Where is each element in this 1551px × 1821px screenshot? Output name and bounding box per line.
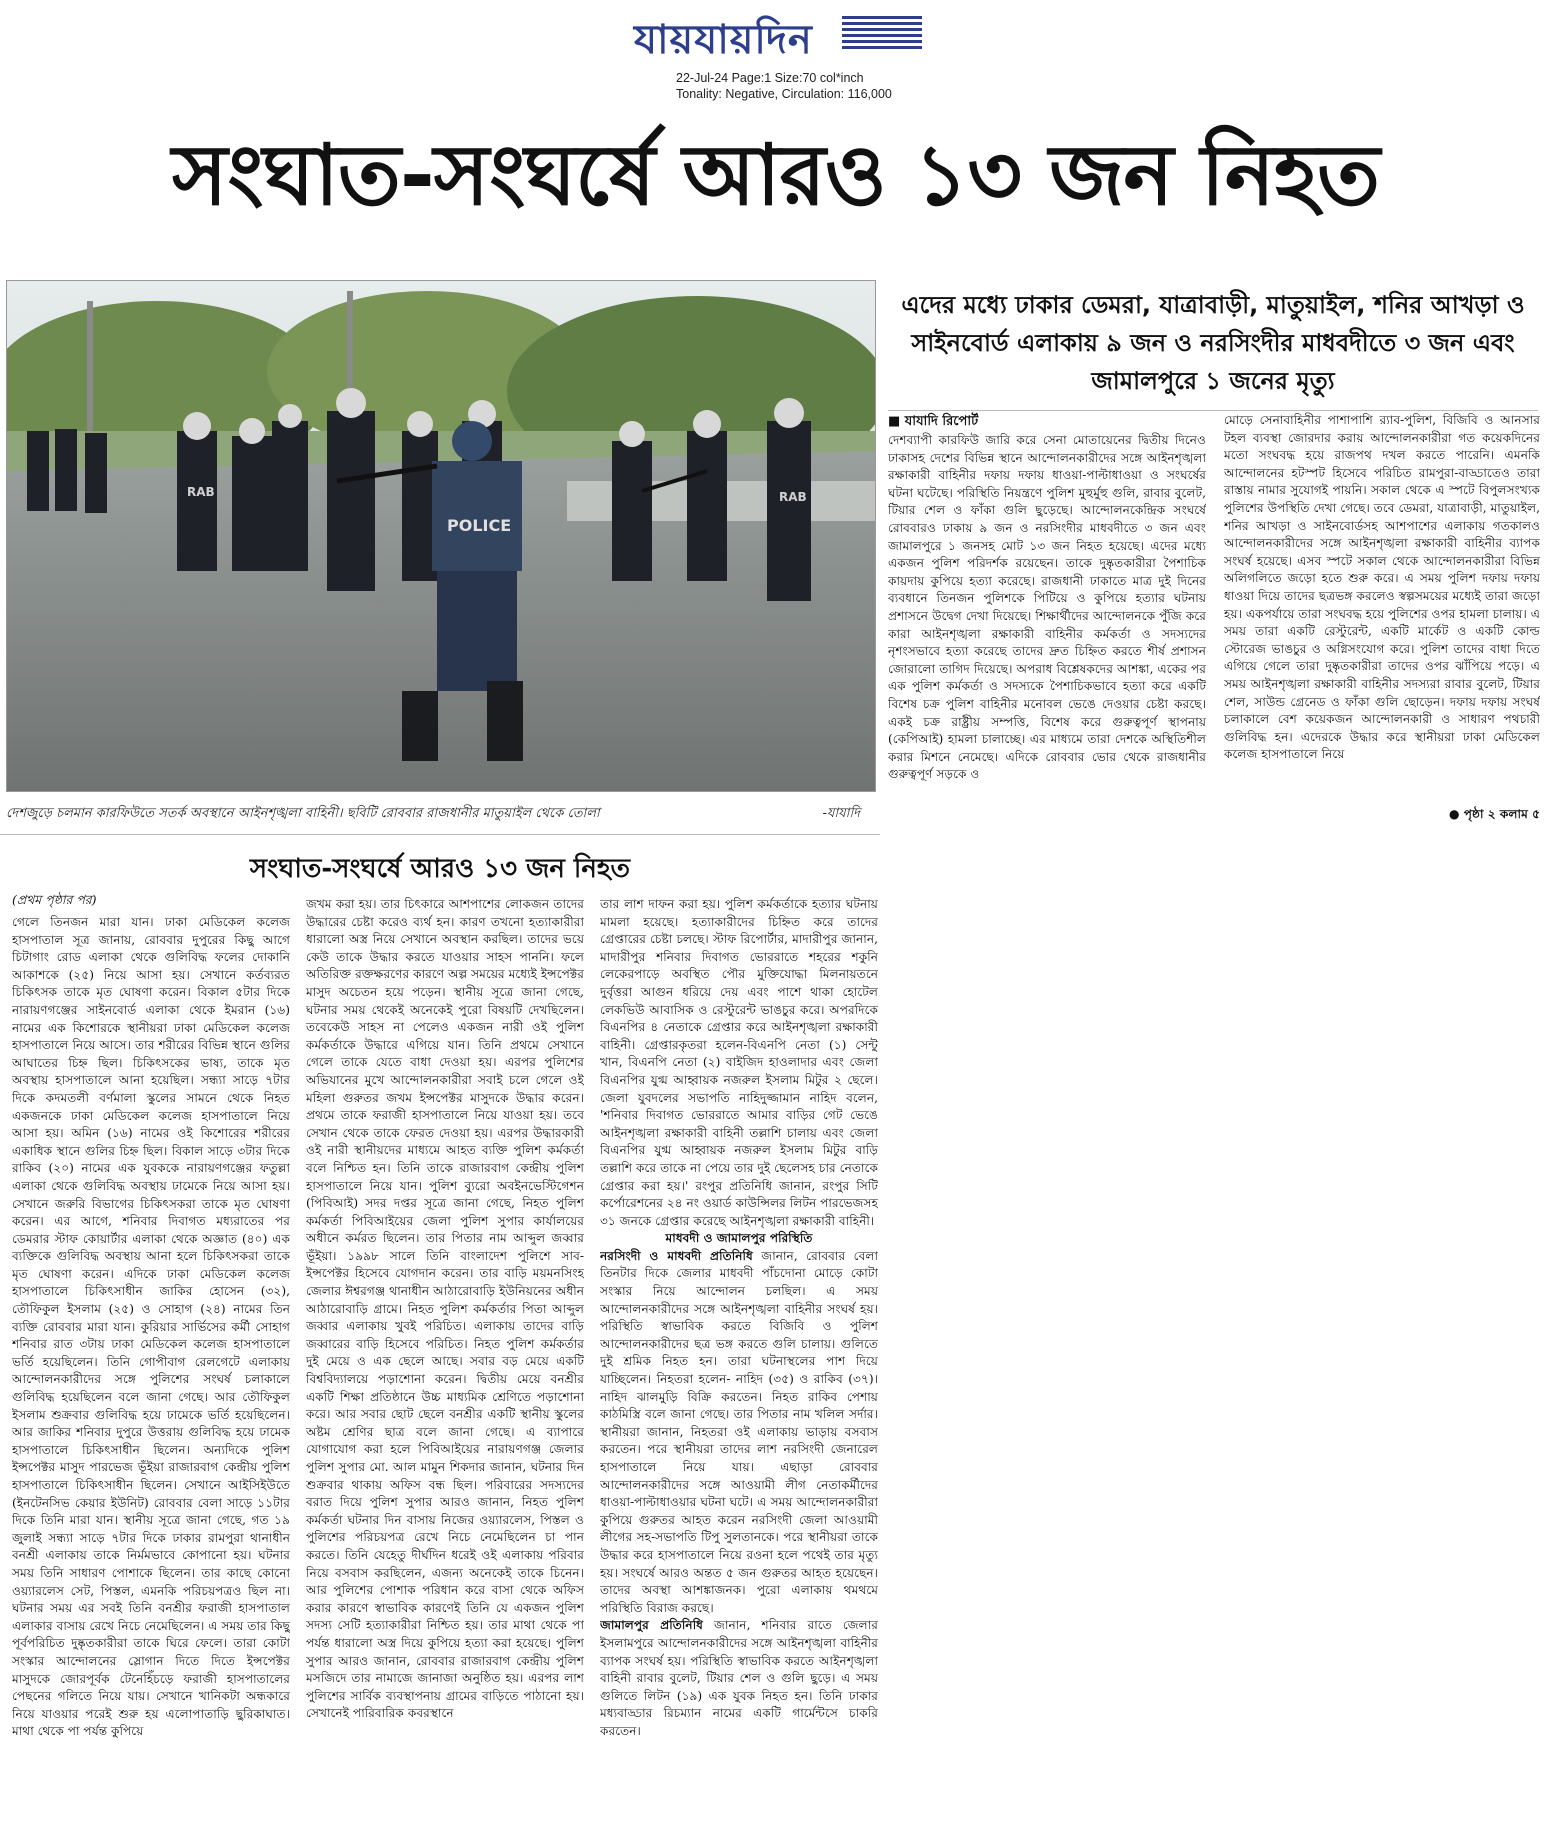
police-vest-text: POLICE [447,516,512,535]
jamalpur-text: জানান, শনিবার রাতে জেলার ইসলামপুরে আন্দোলনকারীদের সঙ্গে আইনশৃঙ্খলা বাহিনীর ব্যাপক সংঘর্ষ হয়। পরিস্থিতি স্বাভাবিক করতে আইনশৃঙ্খলা বাহিনী রাবার বুলেট, টিয়ার শেল ও গুলি ছুড়ে। এ সময় গুলিতে লিটন (১৯) এক যুবক নিহত হন। তিনি ঢাকার মধ্যবাড্ডার রিচম্যান নামের একটি গার্মেন্টসে চাকরি করতেন। [600,1618,878,1738]
meta-line-1: 22-Jul-24 Page:1 Size:70 col*inch [676,71,864,85]
logo-stripes [842,16,922,52]
news-photo [6,280,876,792]
inner-column-3-para-c [600,1617,878,1740]
front-column-1 [888,432,1206,824]
inner-column-2 [306,896,584,1814]
narsingdi-lead: নরসিংদী ও মাধবদী প্রতিনিধি [600,1248,753,1263]
narsingdi-text: জানান, রোববার বেলা তিনটার দিকে জেলার মাধবদী পাঁচদোনা মোড়ে কোটা সংস্কার নিয়ে আন্দোলন চলছিল। এ সময় আন্দোলনকারীদের সঙ্গে আইনশৃঙ্খলা বাহিনীর সংঘর্ষ হয়। পরিস্থিতি স্বাভাবিক করতে বিজিবি ও পুলিশ আন্দোলনকারীদের ছত্র ভঙ্গ করতে গুলি চালায়। গুলিতে দুই শ্রমিক নিহত হন। তারা ঘটনাস্থলের পাশ দিয়ে যাচ্ছিলেন। নিহতরা হলেন- নাহিদ (৩৫) ও রাকিব (৩৭)। নাহিদ ঝালমুড়ি বিক্রি করতেন। নিহত রাকিব পেশায় কাঠমিস্ত্রি বলে জানা গেছে। তার পিতার নাম খলিল সর্দার। স্থানীয়রা জানান, নিহতরা ওই এলাকায় ভাড়ায় বসবাস করতেন। পরে স্থানীয়রা তাদের লাশ নরসিংদী জেনারেল হাসপাতালে নিয়ে যায়। এছাড়া রোববার আন্দোলনকারীদের সঙ্গে আওয়ামী লীগ নেতাকর্মীদের ধাওয়া-পাল্টাধাওয়ার ঘটনা ঘটে। এ সময় আন্দোলনকারীরা কুপিয়ে গুরুতর আহত করেন নরসিংদী জেলা আওয়ামী লীগের সহ-সভাপতি টিপু সুলতানকে। পরে স্থানীয়রা তাকে উদ্ধার করে হাসপাতালে নিয়ে রওনা হলে পথেই তার মৃত্যু হয়। সংঘর্ষে আরও অন্তত ৫ জন গুরুতর আহত হয়েছেন। তাদের অবস্থা আশঙ্কাজনক। পুরো এলাকায় থমথমে পরিস্থিতি বিরাজ করছে। [600,1248,878,1615]
inner-column-1 [12,914,290,1814]
newspaper-logo: যায়যায়দিন [634,17,813,63]
inner-column-1-text: গেলে তিনজন মারা যান। ঢাকা মেডিকেল কলেজ হাসপাতাল সূত্র জানায়, রোববার দুপুরের কিছু আগে চিটাগাং রোড এলাকা থেকে গুলিবিদ্ধ ফলের দোকানি আকাশকে (২৫) নিয়ে আসা হয়। সেখানে কর্তব্যরত চিকিৎসক তাকে মৃত ঘোষণা করেন। বিকাল ৫টার দিকে নারায়ণগঞ্জের সাইনবোর্ড এলাকা থেকে ইমরান (১৬) নামের এক কিশোরকে স্থানীয়রা ঢাকা মেডিকেল কলেজ হাসপাতালে নিয়ে আসে। তার শরীরের বিভিন্ন স্থানে গুলির আঘাতের চিহ্ন ছিল। চিকিৎসকের ভাষ্য, তাকে মৃত অবস্থায় হাসপাতালে আনা হয়েছিল। সন্ধ্যা সাড়ে ৭টার দিকে কদমতলী বর্ণমালা স্কুলের সামনে থেকে নিহত একজনকে ঢাকা মেডিকেল কলেজ হাসপাতালে নিয়ে আসা হয়। অমিন (১৬) নামের ওই কিশোরের শরীরের একাধিক স্থানে গুলির চিহ্ন ছিল। বিকাল সাড়ে ৩টার দিকে রাকিব (২০) নামের এক যুবককে নারায়ণগঞ্জের ফতুল্লা এলাকা থেকে গুলিবিদ্ধ অবস্থায় ঢামেকে নিয়ে আসা হয়। সেখানে জরুরি বিভাগের চিকিৎসকরা তাকে মৃত ঘোষণা করেন। এর আগে, শনিবার দিবাগত মধ্যরাতের পর ডেমরার স্টাফ কোয়ার্টার এলাকা থেকে অজ্ঞাত (৪০) এক ব্যক্তিকে গুলিবিদ্ধ অবস্থায় আনা হলে চিকিৎসকরা তাকে মৃত ঘোষণা করেন। এদিকে ঢাকা মেডিকেল কলেজ হাসপাতালে চিকিৎসাধীন জাকির হোসেন (৩২), তৌফিকুল ইসলাম (২৫) ও সোহাগ (২৪) নামের তিন ব্যক্তি রোববার মারা যান। কুরিয়ার সার্ভিসের কর্মী সোহাগ শনিবার রাত ৩টায় ঢাকা মেডিকেল কলেজ হাসপাতালে ভর্তি হয়েছিলেন। তিনি গোপীবাগ রেলগেটে এলাকায় আন্দোলনকারীদের সঙ্গে পুলিশের সংঘর্ষ চলাকালে গুলিবিদ্ধ হয়েছিলেন বলে জানা গেছে। আর তৌফিকুল ইসলাম শুক্রবার গুলিবিদ্ধ হয়ে ঢামেকে ভর্তি হয়েছিলেন। আর জাকির শনিবার দুপুরে উত্তরায় গুলিবিদ্ধ হয়ে ঢামেক হাসপাতালে চিকিৎসাধীন ছিলেন। অন্যদিকে পুলিশ ইন্সপেক্টর মাসুদ পারভেজ ভূঁইয়া রাজারবাগ কেন্দ্রীয় পুলিশ হাসপাতালে চিকিৎসাধীন ছিলেন। সেখানে আইসিইউতে (ইনটেনসিভ কেয়ার ইউনিট) রোববার বেলা সাড়ে ১১টার দিকে তিনি মারা যান। স্থানীয় সূত্রে জানা গেছে, গত ১৯ জুলাই সন্ধ্যা সাড়ে ৭টার দিকে ঢাকার রামপুরা থানাধীন বনশ্রী এলাকায় তাকে নির্মমভাবে কোপানো হয়। ঘটনার সময় তিনি সাধারণ পোশাকে ছিলেন। তার কাছে কোনো ওয়্যারলেস সেট, পিস্তল, এমনকি পরিচয়পত্রও ছিল না। ঘটনার সময় এর সবই তিনি বনশ্রীর ফরাজী হাসপাতাল এলাকার বাসায় রেখে নিচে নেমেছিলেন। এ সময় তার কিছু পূর্বপরিচিত দুষ্কৃতকারীরা তাকে ঘিরে ফেলে। তারা কোটা সংস্কার আন্দোলনের স্লোগান দিতে দিতে ইন্সপেক্টর মাসুদকে জোরপূর্বক টেনেহিঁচড়ে ফরাজী হাসপাতালের পেছনের গলিতে নিয়ে যায়। সেখানে খানিকটা অন্ধকারে নিয়ে যাওয়ার পরেই শুরু হয় এলোপাতাড়ি ছুরিকাঘাত। মাথা থেকে পা পর্যন্ত কুপিয়ে [12,915,290,1739]
front-column-2-text: মোড়ে সেনাবাহিনীর পাশাপাশি র‌্যাব-পুলিশ, বিজিবি ও আনসার টহল ব্যবস্থা জোরদার করায় আন্দোলনকারীরা গত কয়েকদিনের মতো সংঘবদ্ধ হয়ে রাজপথ দখল করতে পারেনি। এমনকি আন্দোলনের হটস্পট হিসেবে পরিচিত রামপুরা-বাড্ডাতেও তারা রাস্তায় নামার সুযোগই পায়নি। সকাল থেকে এ স্পটে বিপুলসংখ্যক পুলিশের উপস্থিতি দেখা গেছে। তবে ডেমরা, যাত্রাবাড়ী, মাতুয়াইল, শনির আখড়া ও সাইনবোর্ডসহ আশপাশের এলাকায় গতকালও আন্দোলনকারীদের সঙ্গে আইনশৃঙ্খলা রক্ষাকারী বাহিনীর ব্যাপক সংঘর্ষ হয়েছে। এসব স্পটে সকাল থেকে আন্দোলনকারীরা বিভিন্ন অলিগলিতে জড়ো হতে শুরু করে। এ সময় পুলিশ দফায় দফায় ধাওয়া দিয়ে তাদের ছত্রভঙ্গ করলেও স্বল্পসময়ের মধ্যেই তারা জড়ো হয়। একপর্যায়ে তারা সংঘবদ্ধ হয়ে পুলিশের ওপর হামলা চালায়। এ সময় তারা একটি রেস্টুরেন্ট, একটি মার্কেট ও একটি কোল্ড স্টোরেজ ভাঙচুর ও অগ্নিসংযোগ করে। পুলিশ তাদের বাধা দিতে এগিয়ে গেলে তারা দুষ্কৃতকারীরা তাদের ওপর ঝাঁপিয়ে পড়ে। এ সময় আইনশৃঙ্খলা রক্ষাকারী বাহিনীর সদস্যরা রাবার বুলেট, টিয়ার শেল, সাউন্ড গ্রেনেড ও ফাঁকা গুলি ছোড়েন। দফায় দফায় সংঘর্ষ চলাকালে বেশ কয়েকজন আন্দোলনকারী ও সাধারণ পথচারী গুলিবিদ্ধ হন। এদেরকে উদ্ধার করে স্থানীয়রা ঢাকা মেডিকেল কলেজ হাসপাতালে নিয়ে [1224,413,1540,762]
byline-rule [888,410,1538,411]
inner-subheading: মাধবদী ও জামালপুর পরিস্থিতি [665,1231,813,1246]
inner-column-3 [600,896,878,1814]
rab-vest-text-1: RAB [187,485,215,499]
inner-headline: সংঘাত-সংঘর্ষে আরও ১৩ জন নিহত [249,854,631,884]
meta-line-2: Tonality: Negative, Circulation: 116,000 [676,87,892,101]
section-divider [0,834,880,835]
jamalpur-lead: জামালপুর প্রতিনিধি [600,1618,704,1633]
caption-text: দেশজুড়ে চলমান কারফিউতে সতর্ক অবস্থানে আইনশৃঙ্খলা বাহিনী। ছবিটি রোববার রাজধানীর মাতুয়াইল থেকে তোলা [6,806,600,821]
jump-line: ● পৃষ্ঠা ২ কলাম ৫ [1448,807,1540,821]
photo-caption [6,804,874,825]
front-column-2 [1224,412,1540,804]
page-headline: সংঘাত-সংঘর্ষে আরও ১৩ জন নিহত [171,126,1380,224]
masthead [620,6,930,68]
inner-column-2-text: জখম করা হয়। তার চিৎকারে আশপাশের লোকজন তাদের উদ্ধারের চেষ্টা করেও ব্যর্থ হন। কারণ তখনো হত্যাকারীরা ধারালো অস্ত্র নিয়ে সেখানে অবস্থান করছিল। তাদের ভয়ে কেউ তাকে উদ্ধার করতে যাওয়ার সাহস পাননি। ফলে অতিরিক্ত রক্তক্ষরণের কারণে অল্প সময়ের মধ্যেই ইন্সপেক্টর মাসুদ অচেতন হয়ে পড়েন। স্থানীয় সূত্রে জানা গেছে, ঘটনার সময় থেকেই অনেকেই পুরো বিষয়টি দেখছিলেন। তবেকেউ সাহস না পেলেও একজন নারী ওই পুলিশ কর্মকর্তাকে উদ্ধারে এগিয়ে যান। তিনি প্রথমে সেখানে গেলে তাকে যেতে বাধা দেওয়া হয়। এরপর পুলিশের অভিযানের মুখে আন্দোলনকারীরা সবাই চলে গেলে ওই মহিলা গুরুতর জখম ইন্সপেক্টর মাসুদকে উদ্ধার করেন। প্রথমে তাকে ফরাজী হাসপাতালে নিয়ে যাওয়া হয়। তবে সেখান থেকে তাকে ফেরত দেওয়া হয়। এরপর উদ্ধারকারী ওই নারী স্থানীয়দের মাধ্যমে আহত ব্যক্তি পুলিশ কর্মকর্তা বলে নিশ্চিত হন। তিনি তাকে রাজারবাগ কেন্দ্রীয় পুলিশ হাসপাতালে নিয়ে যান। পুলিশ ব্যুরো অবইনভেস্টিগেশন (পিবিআই) সদর দপ্তর সূত্রে জানা গেছে, নিহত পুলিশ কর্মকর্তা পিবিআইয়ের জেলা পুলিশ সুপার কার্যালয়ের অধীনে কর্মরত ছিলেন। তার পিতার নাম আব্দুল জব্বার ভূঁইয়া। ১৯৯৮ সালে তিনি বাংলাদেশ পুলিশে সাব-ইন্সপেক্টর হিসেবে যোগদান করেন। তার বাড়ি ময়মনসিংহ জেলার ঈশ্বরগঞ্জ থানাধীন আঠারোবাড়ি ইউনিয়নের অধীন আঠারোবাড়ি গ্রামে। নিহত পুলিশ কর্মকর্তার পিতা আব্দুল জব্বার এলাকায় খুবই পরিচিত। এলাকায় তাদের বাড়ি জব্বারের বাড়ি হিসেবে পরিচিত। নিহত পুলিশ কর্মকর্তার দুই মেয়ে ও এক ছেলে আছে। সবার বড় মেয়ে একটি বিশ্ববিদ্যালয়ে পড়াশোনা করেন। দ্বিতীয় মেয়ে বনশ্রীর একটি শিক্ষা প্রতিষ্ঠানে উচ্চ মাধ্যমিক শ্রেণিতে পড়াশোনা করে। আর সবার ছোট ছেলে বনশ্রীর একটি স্থানীয় স্কুলের অষ্টম শ্রেণির ছাত্র বলে জানা গেছে। এ ব্যাপারে যোগাযোগ করা হলে পিবিআইয়ের নারায়ণগঞ্জ জেলার পুলিশ সুপার মো. আল মামুন শিকদার জানান, ঘটনার দিন শুক্রবার থাকায় অফিস বন্ধ ছিল। পরিবারের সদস্যদের বরাত দিয়ে পুলিশ সুপার আরও জানান, নিহত পুলিশ কর্মকর্তা ঘটনার দিন বাসায় নিজের ওয়্যারলেস, পিস্তল ও পুলিশের পরিচয়পত্র রেখে নিচে নেমেছিলেন চা পান করতে। তিনি যেহেতু দীর্ঘদিন ধরেই ওই এলাকায় পরিবার নিয়ে বসবাস করছিলেন, এজন্য অনেকেই তাকে চিনেন। আর পুলিশের পোশাক পরিধান করে বাসা থেকে অফিস করার কারণে স্বাভাবিক কারণেই তিনি যে একজন পুলিশ সদস্য সেটি হত্যাকারীরা নিশ্চিত হয়। তার মাথা থেকে পা পর্যন্ত ধারালো অস্ত্র দিয়ে কুপিয়ে হত্যা করা হয়েছে। পুলিশ সুপার আরও জানান, রোববার রাজারবাগ কেন্দ্রীয় পুলিশ মসজিদে তার নামাজে জানাজা অনুষ্ঠিত হয়। এরপর লাশ পুলিশের সার্বিক ব্যবস্থাপনায় গ্রামের বাড়িতে পাঠানো হয়। সেখানেই পারিবারিক কবরস্থানে [306,897,584,1721]
byline: ■ যাযাদি রিপোর্ট [888,414,979,429]
inner-column-3-text-a: তার লাশ দাফন করা হয়। পুলিশ কর্মকর্তাকে হত্যার ঘটনায় মামলা হয়েছে। হত্যাকারীদের চিহ্নিত করে তাদের গ্রেপ্তারের চেষ্টা চলছে। স্টাফ রিপোর্টার, মাদারীপুর জানান, মাদারীপুর শনিবার দিবাগত ভোররাতে শহরের শকুনি লেকেরপাড়ে অবস্থিত পৌর মুক্তিযোদ্ধা মিলনায়তনে দুর্বৃত্তরা আগুন ধরিয়ে দেয় এবং পাশে থাকা হোটেল লেকভিউ আবাসিক ও রেস্টুরেন্ট ভাঙচুর করে। অপরদিকে বিএনপির ৪ নেতাকে গ্রেপ্তার করে আইনশৃঙ্খলা রক্ষাকারী বাহিনী। গ্রেপ্তারকৃতরা হলেন-বিএনপি নেতা (১) সেন্টু খান, বিএনপি নেতা (২) বাইজিদ হাওলাদার এবং জেলা বিএনপির যুগ্ম আহ্বায়ক নজরুল ইসলাম মিটুর ২ ছেলে। জেলা যুবদলের সভাপতি নাহিদুজ্জামান নাহিদ বলেন, 'শনিবার দিবাগত ভোররাতে আমার বাড়ির গেট ভেঙে আইনশৃঙ্খলা রক্ষাকারী বাহিনী তল্লাশি চালায় এবং জেলা বিএনপির যুগ্ম আহ্বায়ক নজরুল ইসলাম মিটুর বাড়ি তল্লাশি করে তাকে না পেয়ে তার দুই ছেলেসহ চার নেতাকে গ্রেপ্তার করা হয়।' রংপুর প্রতিনিধি জানান, রংপুর সিটি কর্পোরেশনের ২৪ নং ওয়ার্ড কাউন্সিলর লিটন পারভেজসহ ৩১ জনকে গ্রেপ্তার করেছে আইনশৃঙ্খলা রক্ষাকারী বাহিনী। [600,897,878,1228]
photo-credit: -যাযাদি [822,806,860,821]
rab-vest-text-2: RAB [779,490,807,504]
subheadline: এদের মধ্যে ঢাকার ডেমরা, যাত্রাবাড়ী, মাতুয়াইল, শনির আখড়া ও সাইনবোর্ড এলাকায় ৯ জন ও নরসিংদীর মাধবদীতে ৩ জন এবং জামালপুরে ১ জনের মৃত্যু [901,291,1525,395]
police-street-photo [7,281,875,791]
continuation-note: (প্রথম পৃষ্ঠার পর) [12,892,97,907]
inner-column-3-para-b [600,1248,878,1617]
front-column-1-text: দেশব্যাপী কারফিউ জারি করে সেনা মোতায়েনের দ্বিতীয় দিনেও ঢাকাসহ দেশের বিভিন্ন স্থানে আন্দোলনকারীদের সঙ্গে আইনশৃঙ্খলা রক্ষাকারী বাহিনীর দফায় দফায় ধাওয়া-পাল্টাধাওয়া ও সংঘর্ষের ঘটনা ঘটেছে। পরিস্থিতি নিয়ন্ত্রণে পুলিশ মুহুর্মুহু গুলি, রাবার বুলেট, টিয়ার শেল ও ফাঁকা গুলি ছুড়েছে। আন্দোলনকেন্দ্রিক সংঘর্ষে রোববারও ঢাকায় ৯ জন ও নরসিংদীর মাধবদীতে ৩ জন এবং জামালপুরে ১ জনসহ মোট ১৩ জন নিহত হয়েছে। এদের মধ্যে একজন পুলিশ পরিদর্শক রয়েছেন। তাকে দুষ্কৃতকারীরা পৈশাচিক কায়দায় কুপিয়ে হত্যা করেছে। রাজধানী ঢাকাতে মাত্র দুই দিনের ব্যবধানে তিনজন পুলিশকে পিটিয়ে ও কুপিয়ে হত্যার ঘটনায় প্রশাসনে উদ্বেগ দেখা দিয়েছে। শিক্ষার্থীদের আন্দোলনকে পুঁজি করে কারা আইনশৃঙ্খলা রক্ষাকারী বাহিনীর কর্মকর্তা ও সদস্যদের নৃশংসভাবে হত্যা করেছে তাদের দ্রুত চিহ্নিত করতে শীর্ষ প্রশাসন জোরালো তাগিদ দিয়েছে। অপরাধ বিশ্লেষকদের আশঙ্কা, একের পর এক পুলিশ কর্মকর্তা ও সদস্যকে পৈশাচিকভাবে হত্যা করে একটি বিশেষ চক্র পুলিশ বাহিনীর মনোবল ভেঙে দেওয়ার চেষ্টা করছে। একই চক্র রাষ্ট্রীয় সম্পত্তি, বিশেষ করে গুরুত্বপূর্ণ স্থাপনায় (কেপিআই) হামলা চালাচ্ছে। এর মাধ্যমে তারা দেশকে অস্থিতিশীল করার মিশনে নেমেছে। এদিকে রোববার ভোর থেকে রাজধানীর গুরুত্বপূর্ণ সড়কে ও [888,433,1206,782]
clipping-meta [676,70,892,102]
